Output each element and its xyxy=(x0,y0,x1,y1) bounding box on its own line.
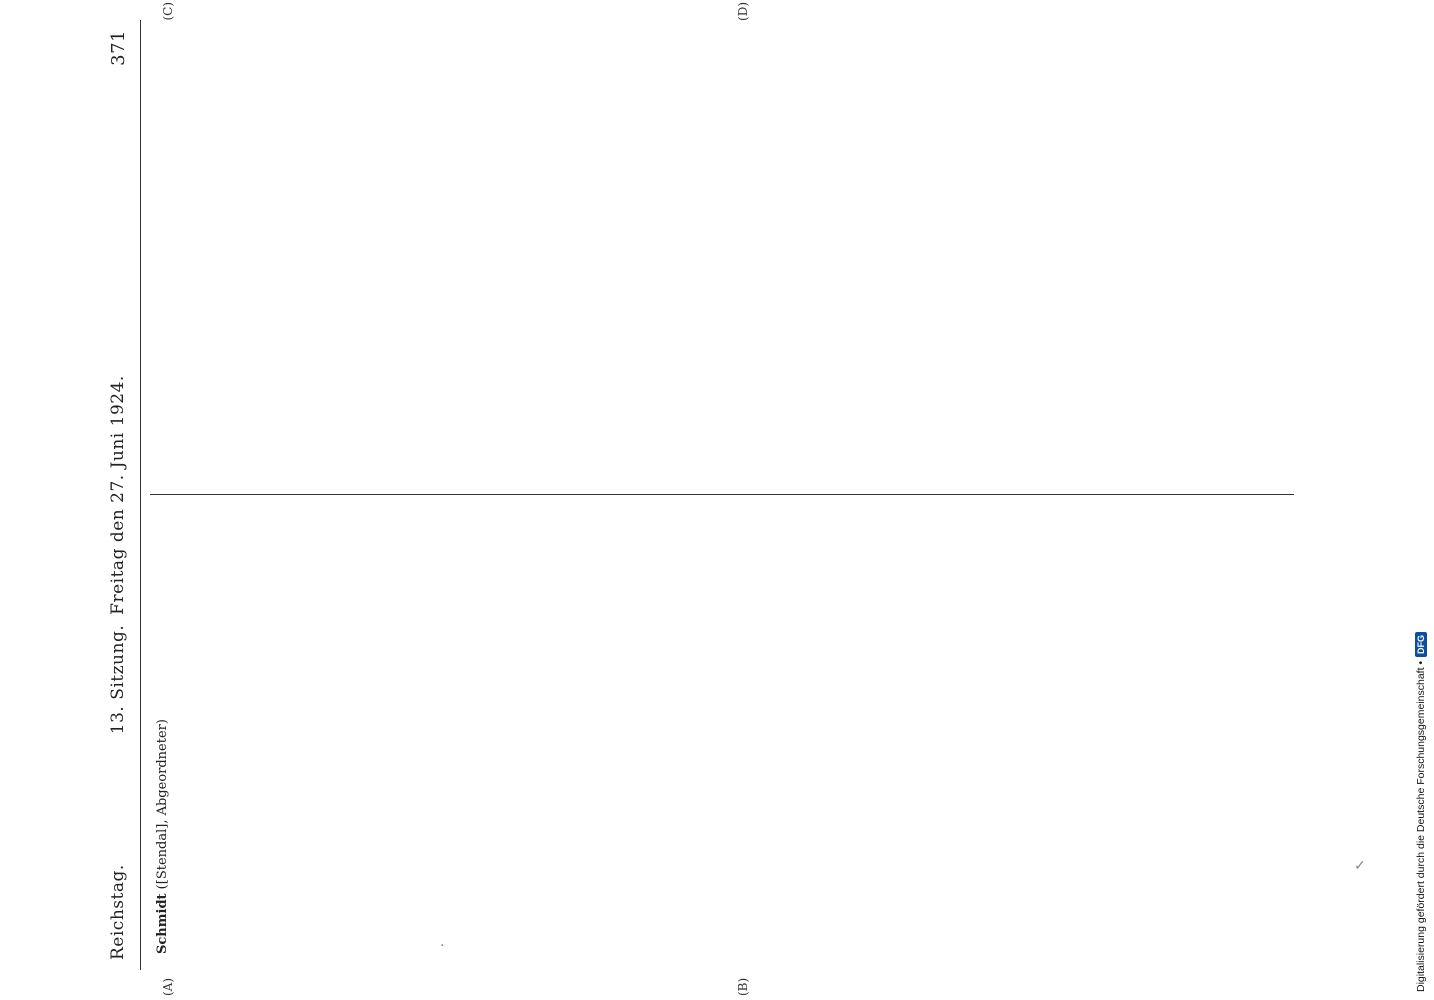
header-rule xyxy=(140,20,141,970)
margin-marker-a: (A) xyxy=(161,977,175,996)
publication-title: Reichstag. xyxy=(108,864,128,960)
left-column-text: Schmidt ([Stendal], Abgeordneter) xyxy=(155,714,170,954)
page-number: 371 xyxy=(107,30,129,66)
scan-artifact-dot: · xyxy=(440,938,445,954)
date-line: Freitag den 27. Juni 1924. xyxy=(108,375,128,615)
left-column xyxy=(150,496,1294,996)
scan-artifact-mark: ✓ xyxy=(1354,858,1366,874)
margin-marker-d: (D) xyxy=(736,2,750,21)
running-head xyxy=(100,30,136,960)
watermark-text: Digitalisierung gefördert durch die Deutsche Forschungsgemeinschaft • xyxy=(1415,660,1427,992)
dfg-logo-icon: DFG xyxy=(1415,632,1427,657)
speaker-name: Schmidt xyxy=(155,893,170,954)
margin-marker-c: (C) xyxy=(161,2,175,21)
session-label: 13. Sitzung. xyxy=(108,624,128,735)
right-column xyxy=(150,2,1294,496)
digitization-watermark xyxy=(1412,8,1430,992)
document-page xyxy=(100,0,1310,1000)
margin-marker-b: (B) xyxy=(736,977,750,996)
running-head-left xyxy=(108,625,128,960)
text-columns xyxy=(150,2,1294,996)
speaker-note: [Stendal], Abgeordneter xyxy=(155,724,170,885)
